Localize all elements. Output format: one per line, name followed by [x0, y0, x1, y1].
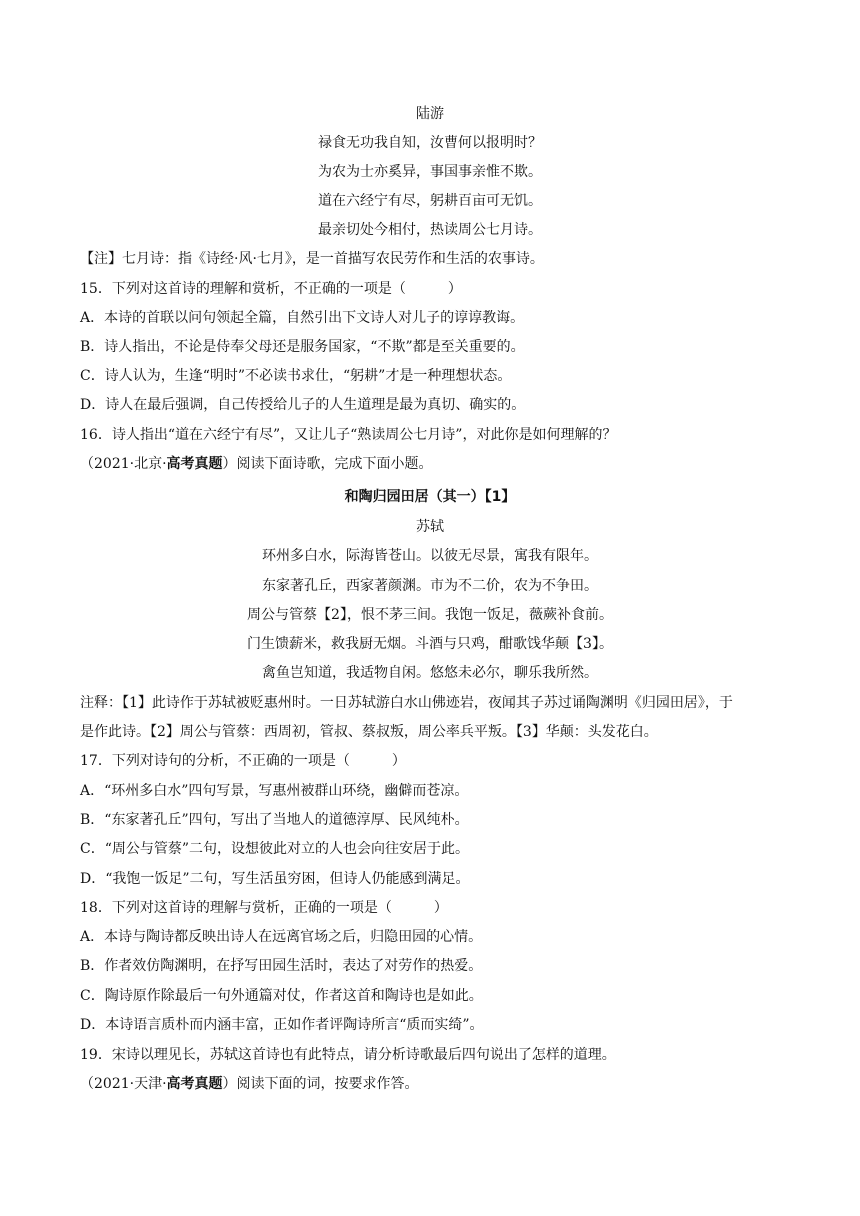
- question-17-option-b: B．“东家著孔丘”四句，写出了当地人的道德淳厚、民风纯朴。: [80, 812, 469, 828]
- question-15-option-d: D．诗人在最后强调，自己传授给儿子的人生道理是最为真切、确实的。: [80, 397, 526, 413]
- poem2-line-5: 禽鱼岂知道，我适物自闲。悠悠未必尔，聊乐我所然。: [262, 665, 598, 681]
- question-18-stem-close: ）: [433, 900, 448, 916]
- question-17-stem: [80, 751, 406, 771]
- source-line-beijing: [80, 454, 433, 474]
- source-suffix: ）阅读下面的词，按要求作答。: [222, 1076, 419, 1092]
- poem2-author: 苏轼: [416, 519, 444, 535]
- question-17-option-c: C．“周公与管蔡”二句，设想彼此对立的人也会向往安居于此。: [80, 841, 470, 857]
- question-15-stem-close: ）: [447, 281, 462, 297]
- question-15-stem: [80, 279, 462, 299]
- question-15-stem-text: 15．下列对这首诗的理解和赏析，不正确的一项是（: [80, 281, 406, 297]
- poem2-note-line-1: 注释：【1】此诗作于苏轼被贬惠州时。一日苏轼游白水山佛迹岩，夜闻其子苏过诵陶渊明《归园田居》，于: [80, 695, 733, 711]
- question-18-stem: [80, 898, 448, 918]
- poem1-author: 陆游: [416, 106, 444, 122]
- question-18-option-d: D．本诗语言质朴而内涵丰富，正如作者评陶诗所言“质而实绮”。: [80, 1017, 484, 1033]
- question-18-option-c: C．陶诗原作除最后一句外通篇对仗，作者这首和陶诗也是如此。: [80, 988, 483, 1004]
- question-18-option-a: A．本诗与陶诗都反映出诗人在远离官场之后，归隐田园的心情。: [80, 929, 483, 945]
- poem2-line-2: 东家著孔丘，西家著颜渊。市为不二价，农为不争田。: [262, 578, 598, 594]
- poem2-title: 和陶归园田居（其一）【1】: [344, 489, 516, 505]
- source-prefix: （2021·北京·: [80, 456, 167, 472]
- source-tag: 高考真题: [166, 456, 223, 472]
- source-suffix: ）阅读下面诗歌，完成下面小题。: [222, 456, 433, 472]
- poem2-line-3: 周公与管蔡【2】，恨不茅三间。我饱一饭足，薇蕨补食前。: [247, 607, 613, 623]
- question-17-option-d: D．“我饱一饭足”二句，写生活虽穷困，但诗人仍能感到满足。: [80, 871, 470, 887]
- question-17-stem-close: ）: [391, 753, 406, 769]
- poem1-line-1: 禄食无功我自知，汝曹何以报明时？: [318, 135, 542, 151]
- poem2-note-line-2: 是作此诗。【2】周公与管蔡：西周初，管叔、蔡叔叛，周公率兵平叛。【3】华颠：头发花白。: [80, 724, 658, 740]
- question-18-stem-text: 18．下列对这首诗的理解与赏析，正确的一项是（: [80, 900, 392, 916]
- question-16: 16．诗人指出“道在六经宁有尽”，又让儿子“熟读周公七月诗”，对此你是如何理解的？: [80, 427, 617, 443]
- source-line-tianjin: [80, 1074, 419, 1094]
- question-19: 19．宋诗以理见长，苏轼这首诗也有此特点，请分析诗歌最后四句说出了怎样的道理。: [80, 1047, 616, 1063]
- poem1-note: 【注】七月诗：指《诗经·风·七月》，是一首描写农民劳作和生活的农事诗。: [80, 251, 544, 267]
- question-15-option-a: A．本诗的首联以问句领起全篇，自然引出下文诗人对儿子的谆谆教诲。: [80, 310, 525, 326]
- source-tag: 高考真题: [166, 1076, 223, 1092]
- poem2-line-1: 环州多白水，际海皆苍山。以彼无尽景，寓我有限年。: [262, 548, 598, 564]
- poem1-line-3: 道在六经宁有尽，躬耕百亩可无饥。: [318, 193, 542, 209]
- question-15-option-c: C．诗人认为，生逢“明时”不必读书求仕，“躬耕”才是一种理想状态。: [80, 368, 512, 384]
- question-15-option-b: B．诗人指出，不论是侍奉父母还是服务国家，“不欺”都是至关重要的。: [80, 339, 525, 355]
- poem1-line-2: 为农为士亦奚异，事国事亲惟不欺。: [318, 164, 542, 180]
- question-17-stem-text: 17．下列对诗句的分析，不正确的一项是（: [80, 753, 350, 769]
- question-17-option-a: A．“环州多白水”四句写景，写惠州被群山环绕，幽僻而苍凉。: [80, 783, 469, 799]
- question-18-option-b: B．作者效仿陶渊明，在抒写田园生活时，表达了对劳作的热爱。: [80, 958, 483, 974]
- source-prefix: （2021·天津·: [80, 1076, 167, 1092]
- poem1-line-4: 最亲切处今相付，热读周公七月诗。: [318, 222, 542, 238]
- poem2-line-4: 门生馈薪米，救我厨无烟。斗酒与只鸡，酣歌饯华颠【3】。: [247, 636, 613, 652]
